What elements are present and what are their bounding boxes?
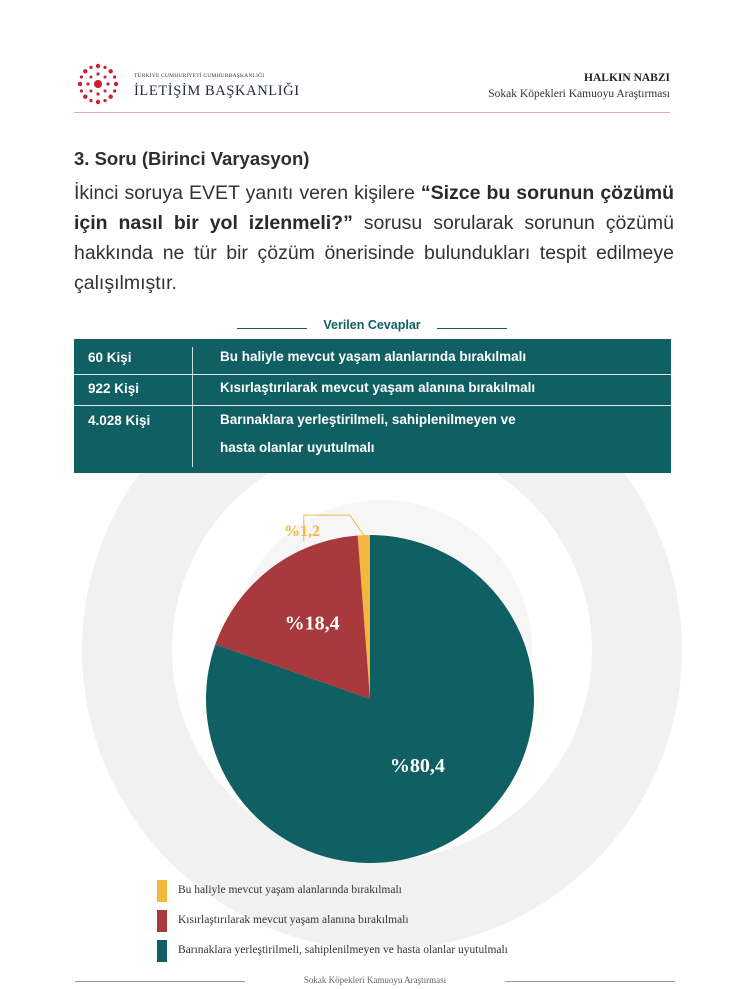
row-count: 4.028 Kişi xyxy=(88,413,151,428)
question-quote: “Sizce bu sorunun çözümü için nasıl bir yol izlenmeli?” xyxy=(74,182,674,234)
legend-label: Bu haliyle mevcut yaşam alanlarında bırakılmalı xyxy=(178,884,402,896)
org-name: İLETİŞİM BAŞKANLIĞI xyxy=(134,83,300,99)
row-count: 60 Kişi xyxy=(88,350,132,365)
legend-swatch xyxy=(157,940,167,962)
row-answer: Bu haliyle mevcut yaşam alanlarında bırakılmalı xyxy=(220,349,527,364)
slice-label: %1,2 xyxy=(284,523,320,540)
page-footer: Sokak Köpekleri Kamuoyu Araştırması xyxy=(303,975,447,985)
row-answer: Kısırlaştırılarak mevcut yaşam alanına bırakılmalı xyxy=(220,380,536,395)
question-intro: İkinci soruya EVET yanıtı veren kişilere xyxy=(74,182,415,204)
question-title: 3. Soru (Birinci Varyasyon) xyxy=(74,148,310,169)
slice-label: %18,4 xyxy=(284,612,340,635)
legend-label: Kısırlaştırılarak mevcut yaşam alanına bırakılmalı xyxy=(178,914,409,926)
org-name-small: TÜRKİYE CUMHURİYETİ CUMHURBAŞKANLIĞI xyxy=(134,73,265,79)
legend-swatch xyxy=(157,910,167,932)
report-title: HALKIN NABZI xyxy=(584,72,670,84)
table-caption-text: Verilen Cevaplar xyxy=(323,318,421,332)
legend-swatch xyxy=(157,880,167,902)
report-subtitle: Sokak Köpekleri Kamuoyu Araştırması xyxy=(488,88,670,100)
legend-label: Barınaklara yerleştirilmeli, sahiplenilmeyen ve hasta olanlar uyutulmalı xyxy=(178,944,508,956)
slice-label: %80,4 xyxy=(389,754,445,777)
row-count: 922 Kişi xyxy=(88,381,140,396)
row-answer-line-1: Barınaklara yerleştirilmeli, sahiplenilmeyen ve xyxy=(220,412,516,427)
question-rest: sorusu sorularak sorunun çözümü hakkında ne tür bir çözüm önerisinde bulundukları tespit edilmeye çalışılmıştır. xyxy=(74,212,674,294)
row-answer-line-2: hasta olanlar uyutulmalı xyxy=(220,440,375,455)
